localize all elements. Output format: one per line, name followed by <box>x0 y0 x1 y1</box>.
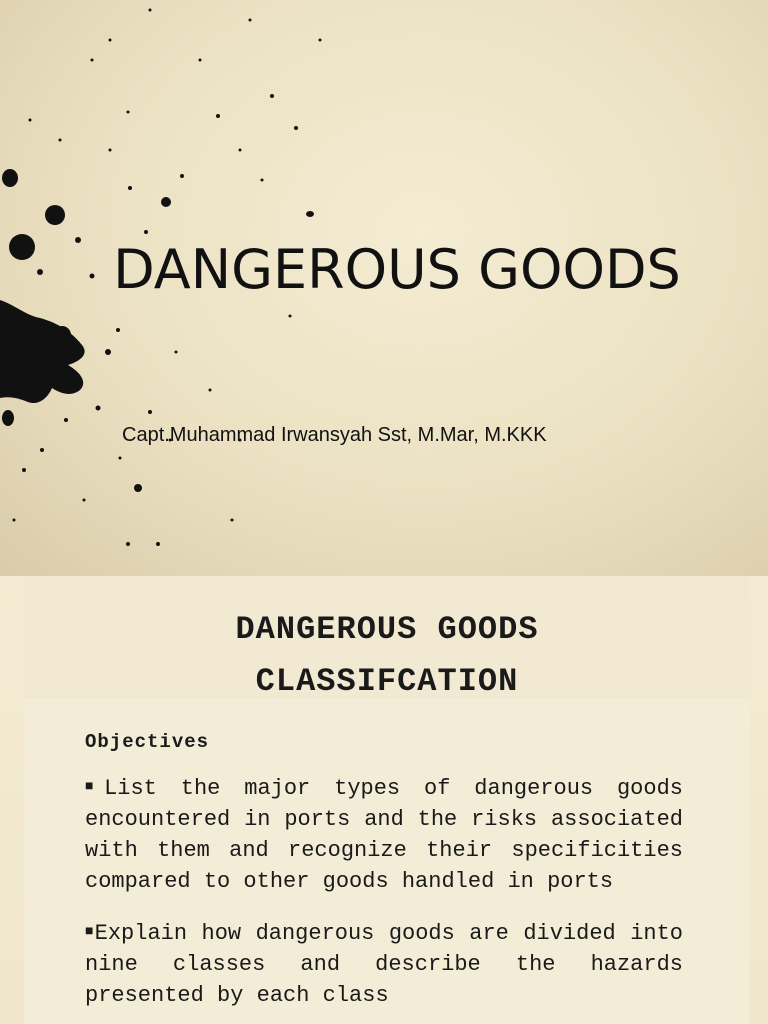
objectives-heading: Objectives <box>85 731 210 753</box>
bullet-item <box>85 772 683 897</box>
bullet-text: Explain how dangerous goods are divided into nine classes and describe the hazards presented by each class <box>85 921 683 1008</box>
slide-heading <box>24 604 750 708</box>
heading-line-2: CLASSIFCATION <box>255 663 519 700</box>
classification-slide <box>0 576 768 1024</box>
bullet-item <box>85 917 683 1011</box>
slide-subtitle: Capt.Muhammad Irwansyah Sst, M.Mar, M.KKK <box>122 424 547 446</box>
slide-header <box>24 576 750 698</box>
bullet-text: List the major types of dangerous goods encountered in ports and the risks associated with them and recognize their specificities compared to other goods handled in ports <box>85 776 683 894</box>
slide-title: DANGEROUS GOODS <box>113 238 681 301</box>
bullet-square-icon: ■ <box>85 779 105 795</box>
heading-line-1: DANGEROUS GOODS <box>235 611 539 648</box>
bullet-square-icon: ■ <box>85 924 95 940</box>
slide-body <box>85 728 683 1024</box>
